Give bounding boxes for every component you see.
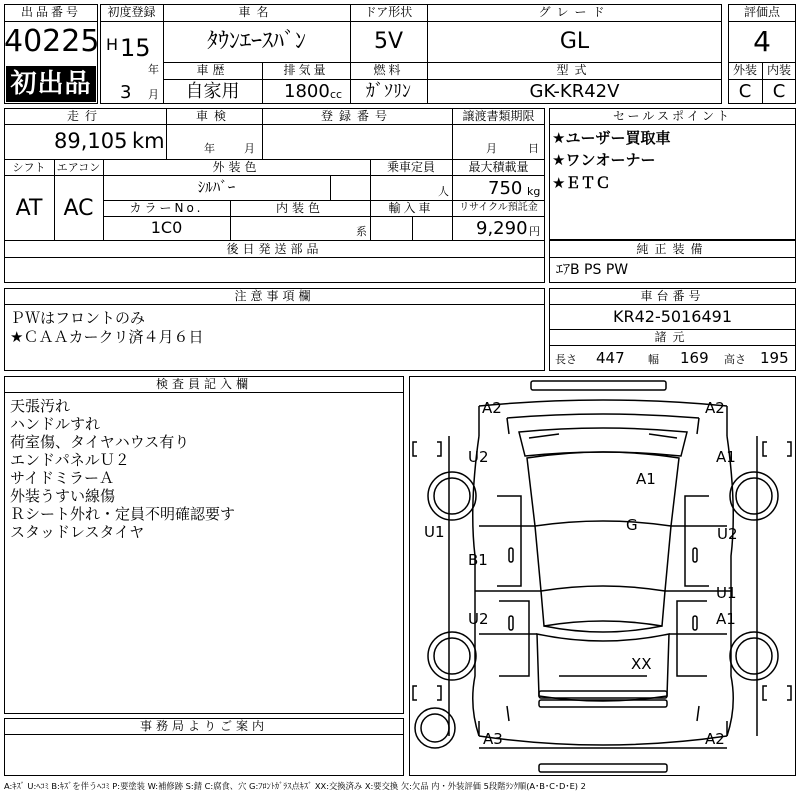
- damage-right-front-door: A1: [716, 448, 736, 466]
- inspector-note: ハンドルすれ: [10, 415, 101, 433]
- fuel-label: 燃料: [373, 63, 404, 77]
- caution-line-1: ＰＷはフロントのみ: [10, 309, 146, 327]
- office-label: 事務局よりご案内: [139, 719, 268, 733]
- lot-number: 40225: [4, 24, 100, 59]
- regno-label: 登録番号: [320, 109, 393, 123]
- inspector-note: サイドミラーＡ: [10, 469, 114, 487]
- inspector-note: 外装うすい線傷: [10, 487, 116, 505]
- legend: A:ｷｽﾞ U:ﾍｺﾐ B:ｷｽﾞを伴うﾍｺﾐ P:要塗装 W:補修跡 S:錆 C:腐食、穴 G:ﾌﾛﾝﾄｶﾞﾗｽ点ｷｽﾞ XX:交換済み X:要交換 欠:欠品 内・外装評価 5段階ﾗﾝｸ順(A･B･C･D･E) 2: [4, 781, 586, 791]
- displacement-value: 1800: [284, 81, 330, 102]
- history-label: 車歴: [196, 63, 229, 77]
- damage-front-right: A2: [705, 399, 725, 417]
- capacity-label: 乗車定員: [386, 160, 435, 174]
- inspector-notes: [10, 397, 235, 541]
- damage-rear-right: A2: [705, 730, 725, 748]
- inspection-year-unit: 年: [204, 142, 215, 155]
- reg-month: 3: [120, 82, 132, 103]
- width-label: 幅: [648, 353, 659, 366]
- year-unit: 年: [148, 63, 159, 76]
- interior-value: C: [772, 81, 786, 102]
- ac-label: エアコン: [56, 161, 101, 174]
- type-label: 型式: [556, 63, 593, 77]
- interior-color-unit: 系: [356, 225, 367, 238]
- selling-point-3: ★ＥＴＣ: [552, 174, 611, 192]
- model-label: 車名: [238, 5, 275, 19]
- chassis-value: KR42-5016491: [613, 307, 732, 326]
- month-unit: 月: [148, 88, 159, 101]
- door-label: ドア形状: [364, 5, 413, 19]
- length-value: 447: [596, 349, 625, 367]
- damage-right-rocker: U2: [717, 525, 738, 543]
- length-label: 長さ: [555, 353, 577, 366]
- height-value: 195: [760, 349, 789, 367]
- inspector-note: Ｒシート外れ・定員不明確認要す: [10, 505, 236, 523]
- damage-rear-left: A3: [483, 730, 503, 748]
- inspector-note: エンドパネルＵ２: [10, 451, 130, 469]
- equipment-value: ｴｱB PS PW: [556, 262, 629, 278]
- specs-label: 諸元: [654, 330, 691, 344]
- damage-glass: G: [626, 516, 638, 534]
- type-value: GK-KR42V: [529, 81, 620, 102]
- chassis-label: 車台番号: [640, 289, 705, 303]
- mileage-value: 89,105: [54, 129, 128, 153]
- color-label: 外装色: [212, 160, 261, 174]
- damage-rear-roof: XX: [631, 655, 652, 673]
- exterior-value: C: [738, 81, 752, 102]
- colorno-value: 1C0: [150, 218, 183, 237]
- recycle-unit: 円: [529, 225, 540, 238]
- selling-points-label: セールスポイント: [613, 109, 732, 123]
- selling-point-2: ★ワンオーナー: [552, 151, 656, 169]
- caution-label: 注意事項欄: [234, 289, 315, 303]
- transfer-month-unit: 月: [486, 142, 497, 155]
- damage-left-rear: U2: [468, 610, 489, 628]
- interior-color-label: 内装色: [275, 201, 324, 215]
- maxload-unit: kg: [527, 185, 541, 198]
- exterior-label: 外装: [732, 63, 757, 77]
- color-value: ｼﾙﾊﾞｰ: [197, 178, 236, 196]
- width-value: 169: [680, 349, 709, 367]
- score-value: 4: [753, 25, 771, 58]
- capacity-unit: 人: [438, 185, 449, 198]
- recycle-label: リサイクル預託金: [459, 202, 538, 213]
- displacement-unit: cc: [330, 88, 343, 101]
- caution-line-2: ★ＣＡＡカークリ済４月６日: [10, 328, 204, 346]
- inspector-note: スタッドレスタイヤ: [10, 523, 145, 541]
- ac-value: AC: [63, 196, 94, 221]
- reg-label: 初度登録: [107, 5, 156, 19]
- later-parts-label: 後日発送部品: [226, 242, 323, 256]
- inspector-label: 検査員記入欄: [155, 377, 252, 391]
- mileage-unit: km: [132, 129, 165, 153]
- door-value: 5V: [373, 29, 404, 54]
- equipment-label: 純正装備: [636, 242, 709, 256]
- shift-label: シフト: [12, 161, 46, 174]
- transfer-day-unit: 日: [528, 142, 539, 155]
- inspector-note: 荷室傷、タイヤハウス有り: [10, 433, 190, 451]
- selling-point-1: ★ユーザー買取車: [552, 129, 671, 147]
- inspector-note: 天張汚れ: [10, 397, 71, 415]
- transfer-label: 譲渡書類期限: [462, 109, 535, 123]
- grade-label: グレード: [538, 5, 611, 19]
- damage-left-rocker: U1: [424, 523, 445, 541]
- colorno-label: カラーNo.: [129, 201, 204, 215]
- damage-left-slide-door: B1: [468, 551, 488, 569]
- height-label: 高さ: [724, 353, 746, 366]
- inspection-label: 車検: [195, 109, 232, 123]
- car-diagram: [409, 376, 796, 776]
- damage-left-front-door: U2: [468, 448, 489, 466]
- lot-label: 出品番号: [20, 5, 81, 19]
- reg-year: 15: [120, 34, 151, 62]
- displacement-label: 排気量: [283, 63, 329, 77]
- damage-front-left: A2: [482, 399, 502, 417]
- recycle-value: 9,290: [476, 218, 528, 239]
- first-listing-badge-text: 初出品: [10, 69, 92, 99]
- grade-value: GL: [559, 29, 590, 54]
- maxload-label: 最大積載量: [468, 160, 529, 174]
- mileage-label: 走行: [66, 109, 103, 123]
- maxload-value: 750: [488, 178, 523, 199]
- score-label: 評価点: [743, 5, 780, 19]
- damage-right-rear-upper: U1: [716, 584, 737, 602]
- interior-label: 内装: [766, 63, 791, 77]
- inspection-month-unit: 月: [244, 142, 255, 155]
- history-value: 自家用: [185, 81, 240, 102]
- model-name: ﾀｳﾝｴｰｽﾊﾞﾝ: [206, 29, 306, 54]
- era-letter: H: [106, 35, 119, 54]
- fuel-value: ｶﾞｿﾘﾝ: [366, 81, 411, 102]
- import-label: 輸入車: [388, 201, 434, 215]
- damage-right-rear-lower: A1: [716, 610, 736, 628]
- shift-value: AT: [15, 196, 43, 221]
- damage-roof-front: A1: [636, 470, 656, 488]
